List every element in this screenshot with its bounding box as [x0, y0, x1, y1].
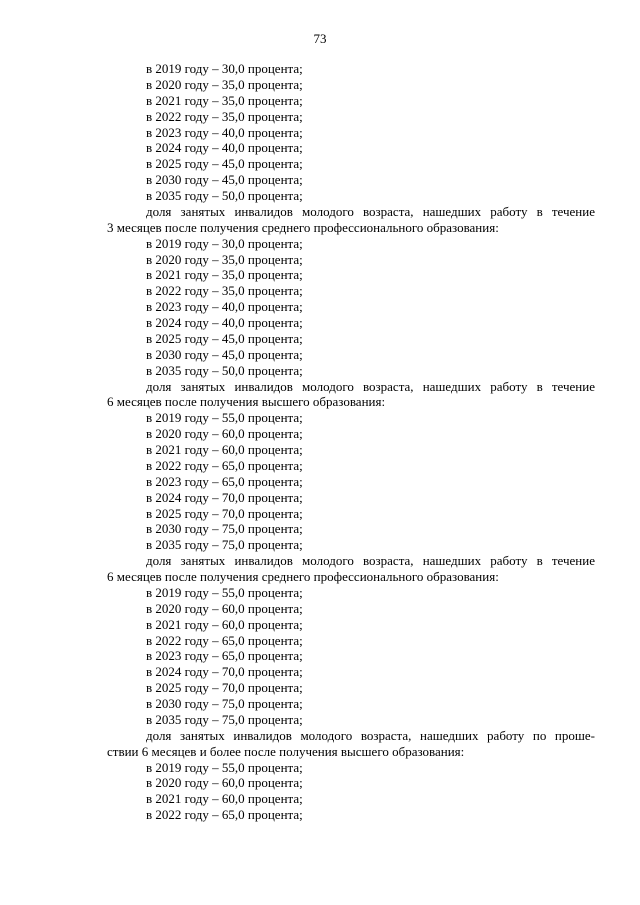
list-item: в 2024 году – 40,0 процента;	[146, 315, 303, 330]
list-item: в 2019 году – 55,0 процента;	[146, 759, 303, 775]
list-item: в 2023 году – 40,0 процента;	[146, 124, 303, 140]
list-item: в 2025 году – 70,0 процента;	[146, 680, 303, 696]
list-item: в 2019 году – 55,0 процента;	[146, 584, 303, 600]
indicator-heading: доля занятых инвалидов молодого возраста, нашедших работу в течение	[146, 378, 595, 394]
list-item: в 2020 году – 60,0 процента;	[146, 775, 303, 791]
list-item: в 2030 году – 75,0 процента;	[146, 696, 303, 711]
list-item: в 2019 году – 55,0 процента;	[146, 410, 303, 426]
list-item: в 2025 году – 45,0 процента;	[146, 330, 303, 346]
list-item: в 2022 году – 65,0 процента;	[146, 457, 303, 473]
list-item: в 2030 году – 45,0 процента;	[146, 172, 303, 188]
list-item: в 2022 году – 35,0 процента;	[146, 108, 303, 124]
list-item: в 2035 году – 50,0 процента;	[146, 188, 303, 203]
list-item: в 2030 году – 45,0 процента;	[146, 346, 303, 362]
list-item: в 2019 году – 30,0 процента;	[146, 235, 303, 251]
list-item: в 2035 году – 50,0 процента;	[146, 362, 303, 378]
list-item: в 2022 году – 65,0 процента;	[146, 632, 303, 648]
list-item: в 2021 году – 60,0 процента;	[146, 442, 303, 457]
list-item: в 2030 году – 75,0 процента;	[146, 521, 303, 537]
list-item: в 2023 году – 65,0 процента;	[146, 648, 303, 664]
list-item: в 2025 году – 45,0 процента;	[146, 156, 303, 172]
indicator-heading-continuation: 6 месяцев после получения среднего профессионального образования:	[107, 569, 499, 584]
list-item: в 2020 году – 35,0 процента;	[146, 251, 303, 267]
list-item: в 2035 году – 75,0 процента;	[146, 537, 303, 553]
list-item: в 2021 году – 60,0 процента;	[146, 791, 303, 807]
list-item: в 2020 году – 60,0 процента;	[146, 426, 303, 442]
list-item: в 2024 году – 40,0 процента;	[146, 140, 303, 156]
list-item: в 2023 году – 65,0 процента;	[146, 473, 303, 489]
list-item: в 2021 году – 60,0 процента;	[146, 616, 303, 632]
indicator-heading: доля занятых инвалидов молодого возраста, нашедших работу в течение	[146, 553, 595, 569]
list-item: в 2021 году – 35,0 процента;	[146, 267, 303, 283]
list-item: в 2022 году – 65,0 процента;	[146, 807, 303, 823]
list-item: в 2021 году – 35,0 процента;	[146, 92, 303, 108]
list-item: в 2024 году – 70,0 процента;	[146, 664, 303, 680]
page-number: 73	[313, 31, 327, 46]
list-item: в 2023 году – 40,0 процента;	[146, 299, 303, 315]
list-item: в 2019 году – 30,0 процента;	[146, 61, 303, 76]
list-item: в 2022 году – 35,0 процента;	[146, 283, 303, 299]
indicator-heading-continuation: ствии 6 месяцев и более после получения высшего образования:	[107, 743, 465, 759]
document-body	[107, 61, 595, 823]
list-item: в 2035 году – 75,0 процента;	[146, 711, 303, 727]
list-item: в 2025 году – 70,0 процента;	[146, 505, 303, 521]
indicator-heading-continuation: 3 месяцев после получения среднего профессионального образования:	[107, 219, 499, 235]
indicator-heading-continuation: 6 месяцев после получения высшего образования:	[107, 394, 386, 410]
list-item: в 2024 году – 70,0 процента;	[146, 489, 303, 505]
list-item: в 2020 году – 35,0 процента;	[146, 76, 303, 92]
indicator-heading: доля занятых инвалидов молодого возраста, нашедших работу по проше-	[146, 727, 595, 743]
indicator-heading: доля занятых инвалидов молодого возраста, нашедших работу в течение	[146, 203, 595, 219]
list-item: в 2020 году – 60,0 процента;	[146, 600, 303, 616]
